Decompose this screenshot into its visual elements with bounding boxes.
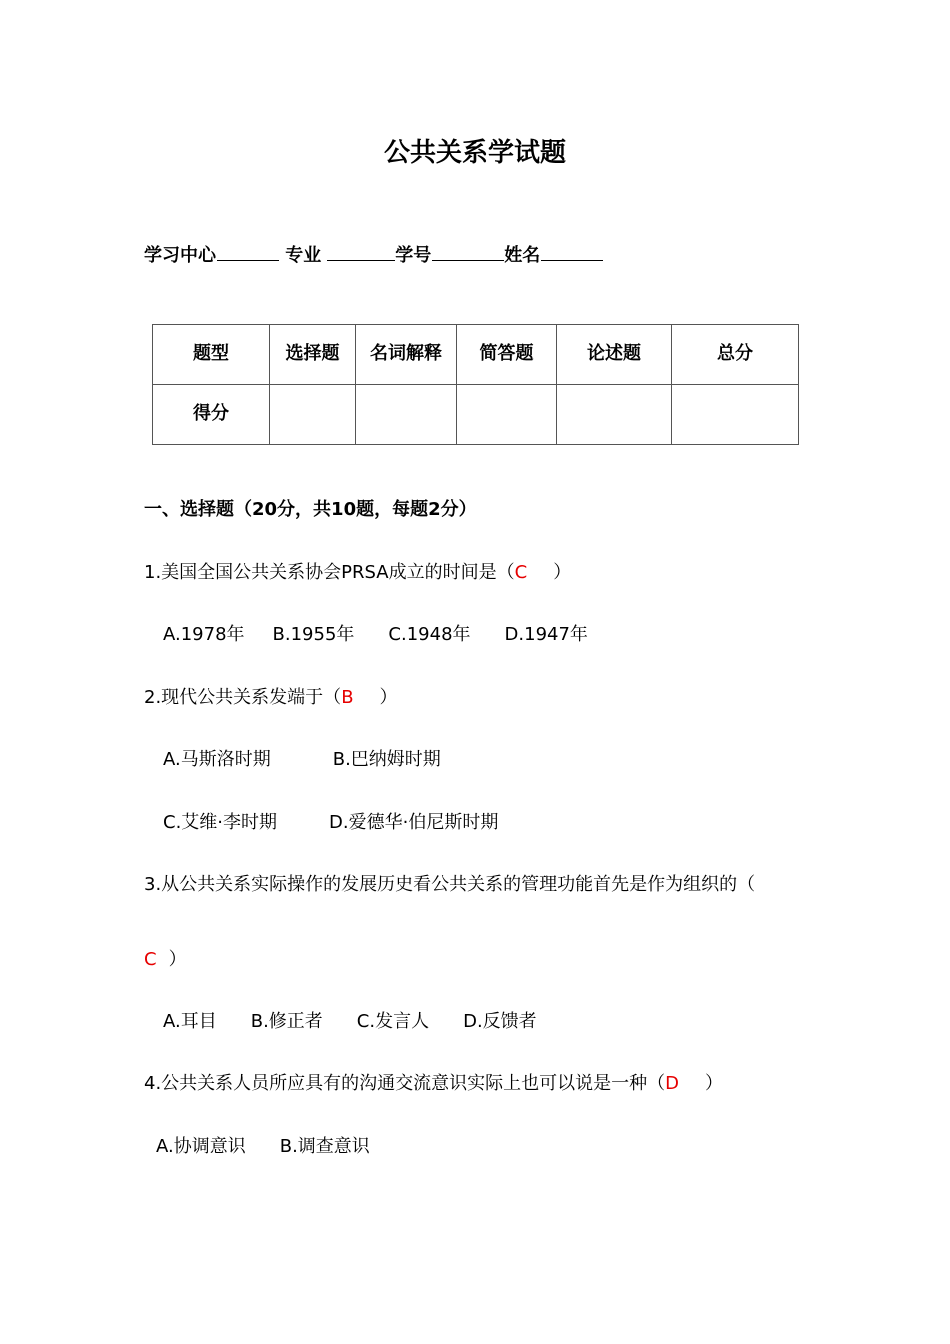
question-close: ） xyxy=(705,1073,724,1094)
option: C.艾维·李时期 xyxy=(163,812,278,833)
question-close: ） xyxy=(168,949,187,970)
option: C.1948年 xyxy=(388,624,471,645)
question-3-options xyxy=(163,1010,537,1034)
option: A.1978年 xyxy=(163,624,245,645)
score-table-score-row xyxy=(153,385,799,445)
question-text: 3.从公共关系实际操作的发展历史看公共关系的管理功能首先是作为组织的（ xyxy=(144,874,756,895)
question-text: 2.现代公共关系发端于（ xyxy=(144,687,342,708)
header-cell-choice: 选择题 xyxy=(270,325,356,385)
score-table xyxy=(152,324,799,445)
major-blank xyxy=(327,240,395,261)
question-1-options xyxy=(163,623,588,647)
page-title: 公共关系学试题 xyxy=(383,138,566,168)
header-cell-total: 总分 xyxy=(672,325,799,385)
student-id-label: 学号 xyxy=(395,245,432,266)
section-heading-choice: 一、选择题（20分，共10题，每题2分） xyxy=(144,499,477,520)
question-2 xyxy=(144,686,398,710)
question-3 xyxy=(144,873,755,897)
score-row-label: 得分 xyxy=(153,385,270,445)
header-cell-terms: 名词解释 xyxy=(356,325,457,385)
option: B.1955年 xyxy=(272,624,355,645)
option: A.协调意识 xyxy=(156,1136,246,1157)
option: B.巴纳姆时期 xyxy=(332,749,441,770)
question-close: ） xyxy=(553,562,572,583)
score-cell xyxy=(557,385,672,445)
option: B.调查意识 xyxy=(279,1136,370,1157)
score-cell xyxy=(356,385,457,445)
major-label: 专业 xyxy=(285,245,322,266)
question-3-answer-line xyxy=(144,948,187,972)
option: D.反馈者 xyxy=(463,1011,537,1032)
option: C.发言人 xyxy=(356,1011,430,1032)
center-blank xyxy=(217,240,279,261)
question-4-options xyxy=(156,1135,370,1159)
name-blank xyxy=(541,240,603,261)
name-label: 姓名 xyxy=(504,245,541,266)
option: B.修正者 xyxy=(250,1011,323,1032)
score-cell xyxy=(672,385,799,445)
student-id-blank xyxy=(432,240,504,261)
question-text: 4.公共关系人员所应具有的沟通交流意识实际上也可以说是一种（ xyxy=(144,1073,666,1094)
question-text: 1.美国全国公共关系协会PRSA成立的时间是（ xyxy=(144,562,515,583)
option: D.1947年 xyxy=(504,624,588,645)
answer-mark: C xyxy=(144,949,157,970)
option: A.马斯洛时期 xyxy=(163,749,271,770)
score-cell xyxy=(270,385,356,445)
question-2-options-row-1 xyxy=(163,748,441,772)
question-2-options-row-2 xyxy=(163,811,498,835)
question-close: ） xyxy=(379,687,398,708)
header-cell-essay: 论述题 xyxy=(557,325,672,385)
score-table-header-row xyxy=(153,325,799,385)
student-info-line xyxy=(144,240,603,268)
header-cell-type: 题型 xyxy=(153,325,270,385)
score-cell xyxy=(457,385,557,445)
answer-mark: C xyxy=(514,562,528,583)
option: D.爱德华·伯尼斯时期 xyxy=(329,812,499,833)
header-cell-short: 简答题 xyxy=(457,325,557,385)
option: A.耳目 xyxy=(163,1011,217,1032)
center-label: 学习中心 xyxy=(144,245,216,266)
question-1 xyxy=(144,561,571,585)
answer-mark: B xyxy=(341,687,354,708)
question-4 xyxy=(144,1072,723,1096)
answer-mark: D xyxy=(665,1073,680,1094)
